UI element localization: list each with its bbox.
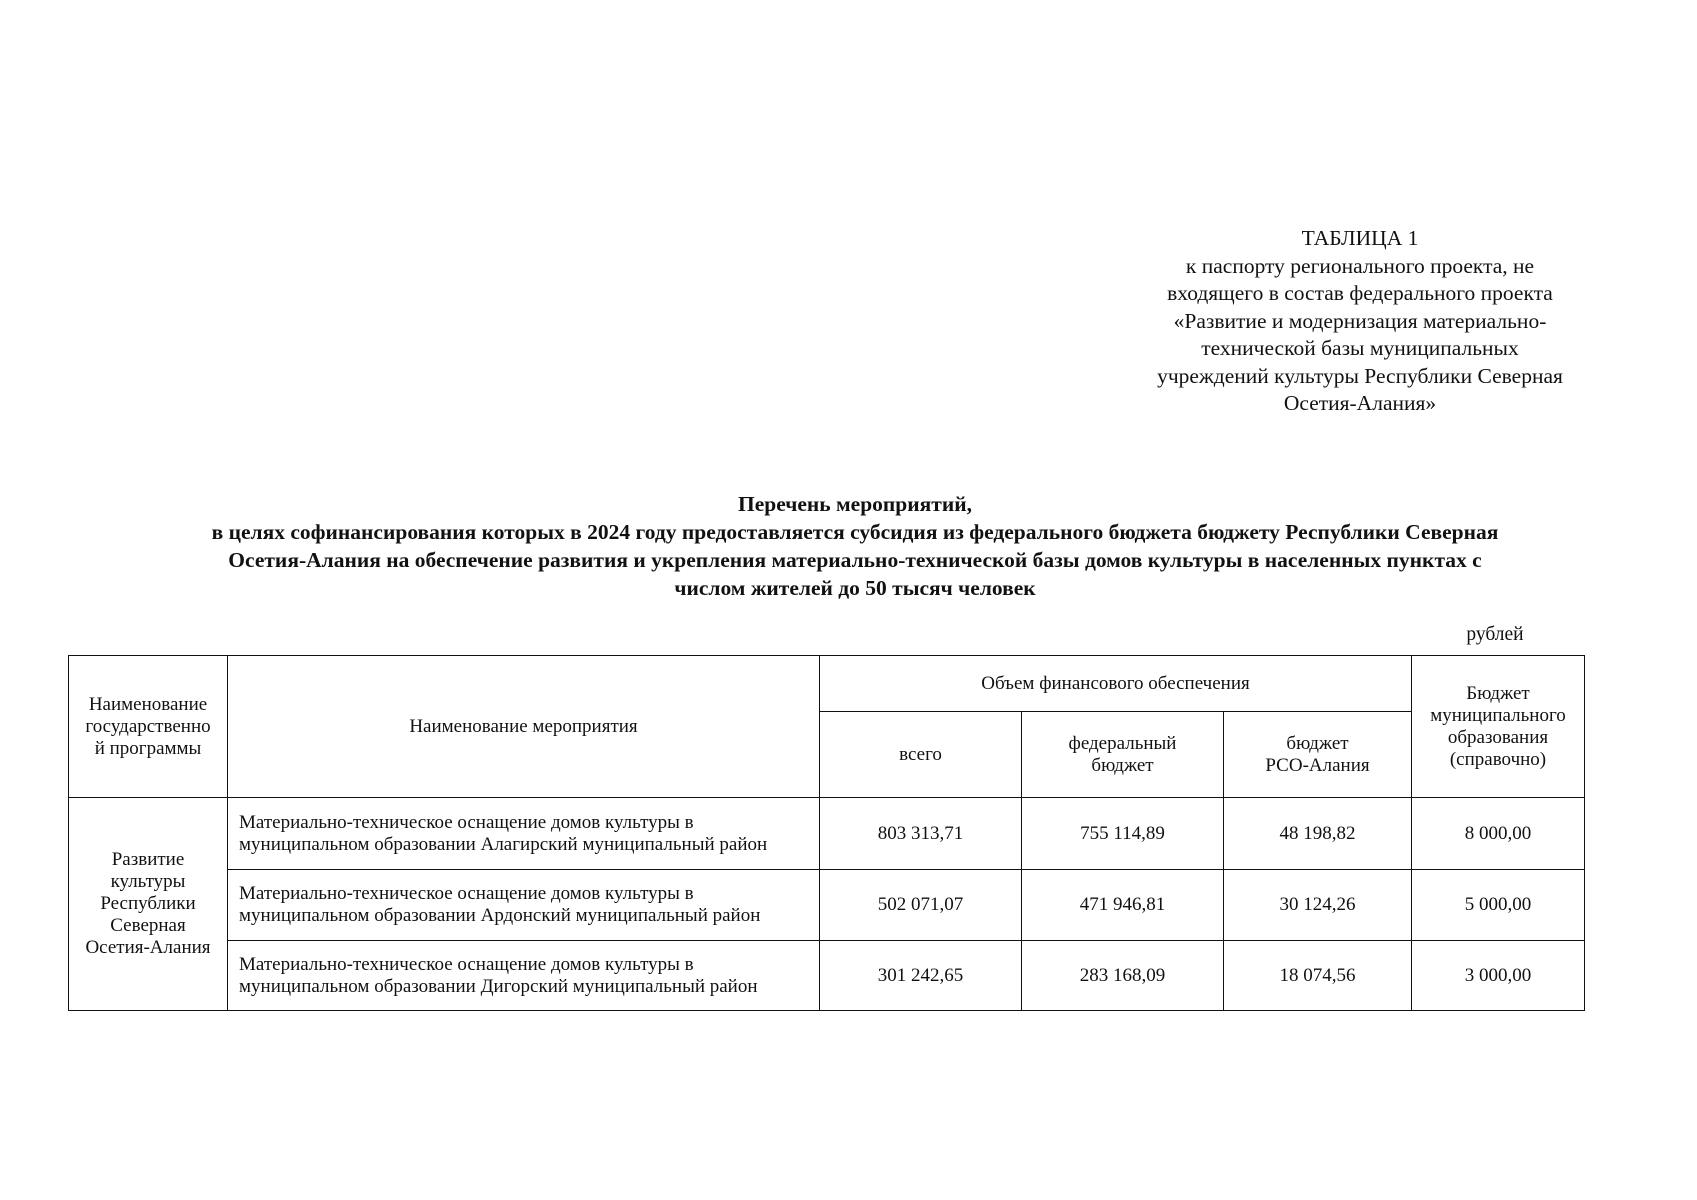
annex-line: к паспорту регионального проекта, не bbox=[1185, 253, 1535, 278]
title-line: Перечень мероприятий, bbox=[737, 492, 972, 516]
header-federal: федеральный бюджет bbox=[1022, 712, 1224, 798]
municipal-cell: 8 000,00 bbox=[1412, 798, 1585, 870]
financing-table bbox=[68, 655, 1585, 1011]
activity-cell: Материально-техническое оснащение домов культуры в муниципальном образовании Дигорский муниципальный район bbox=[228, 941, 820, 1011]
activity-cell: Материально-техническое оснащение домов культуры в муниципальном образовании Ардонский муниципальный район bbox=[228, 870, 820, 941]
federal-cell: 755 114,89 bbox=[1022, 798, 1224, 870]
federal-cell: 471 946,81 bbox=[1022, 870, 1224, 941]
title-line: в целях софинансирования которых в 2024 году предоставляется субсидия из федерального бюджета бюджету Республики Северная bbox=[211, 520, 1499, 544]
annex-line: учреждений культуры Республики Северная bbox=[1157, 363, 1563, 388]
header-municipal-budget: Бюджет муниципального образования (справочно) bbox=[1412, 656, 1585, 798]
annex-line: «Развитие и модернизация материально- bbox=[1173, 308, 1547, 333]
annex-line: Осетия-Алания» bbox=[1283, 391, 1437, 415]
total-cell: 502 071,07 bbox=[820, 870, 1022, 941]
annex-table-number: ТАБЛИЦА 1 bbox=[1301, 226, 1419, 250]
title-line: Осетия-Алания на обеспечение развития и укрепления материально-технической базы домов культуры в населенных пунктах с bbox=[228, 548, 1482, 572]
header-activity: Наименование мероприятия bbox=[228, 656, 820, 798]
total-cell: 803 313,71 bbox=[820, 798, 1022, 870]
federal-cell: 283 168,09 bbox=[1022, 941, 1224, 1011]
municipal-cell: 5 000,00 bbox=[1412, 870, 1585, 941]
annex-line: входящего в состав федерального проекта bbox=[1167, 281, 1553, 305]
header-regional: бюджет РСО-Алания bbox=[1224, 712, 1412, 798]
header-total: всего bbox=[820, 712, 1022, 798]
header-program: Наименование государственно й программы bbox=[69, 656, 228, 798]
program-name-cell: Развитие культуры Республики Северная Осетия-Алания bbox=[69, 798, 228, 1011]
regional-cell: 18 074,56 bbox=[1224, 941, 1412, 1011]
annex-block bbox=[1120, 225, 1600, 418]
total-cell: 301 242,65 bbox=[820, 941, 1022, 1011]
municipal-cell: 3 000,00 bbox=[1412, 941, 1585, 1011]
header-financing-volume: Объем финансового обеспечения bbox=[820, 656, 1412, 712]
title-line: числом жителей до 50 тысяч человек bbox=[674, 576, 1036, 600]
activity-cell: Материально-техническое оснащение домов культуры в муниципальном образовании Алагирский муниципальный район bbox=[228, 798, 820, 870]
header-row bbox=[69, 656, 1585, 712]
currency-unit: рублей bbox=[1466, 624, 1524, 645]
table-row bbox=[69, 798, 1585, 870]
annex-line: технической базы муниципальных bbox=[1201, 336, 1519, 360]
document-title bbox=[60, 490, 1650, 602]
table-row bbox=[69, 870, 1585, 941]
table-row bbox=[69, 941, 1585, 1011]
regional-cell: 48 198,82 bbox=[1224, 798, 1412, 870]
regional-cell: 30 124,26 bbox=[1224, 870, 1412, 941]
